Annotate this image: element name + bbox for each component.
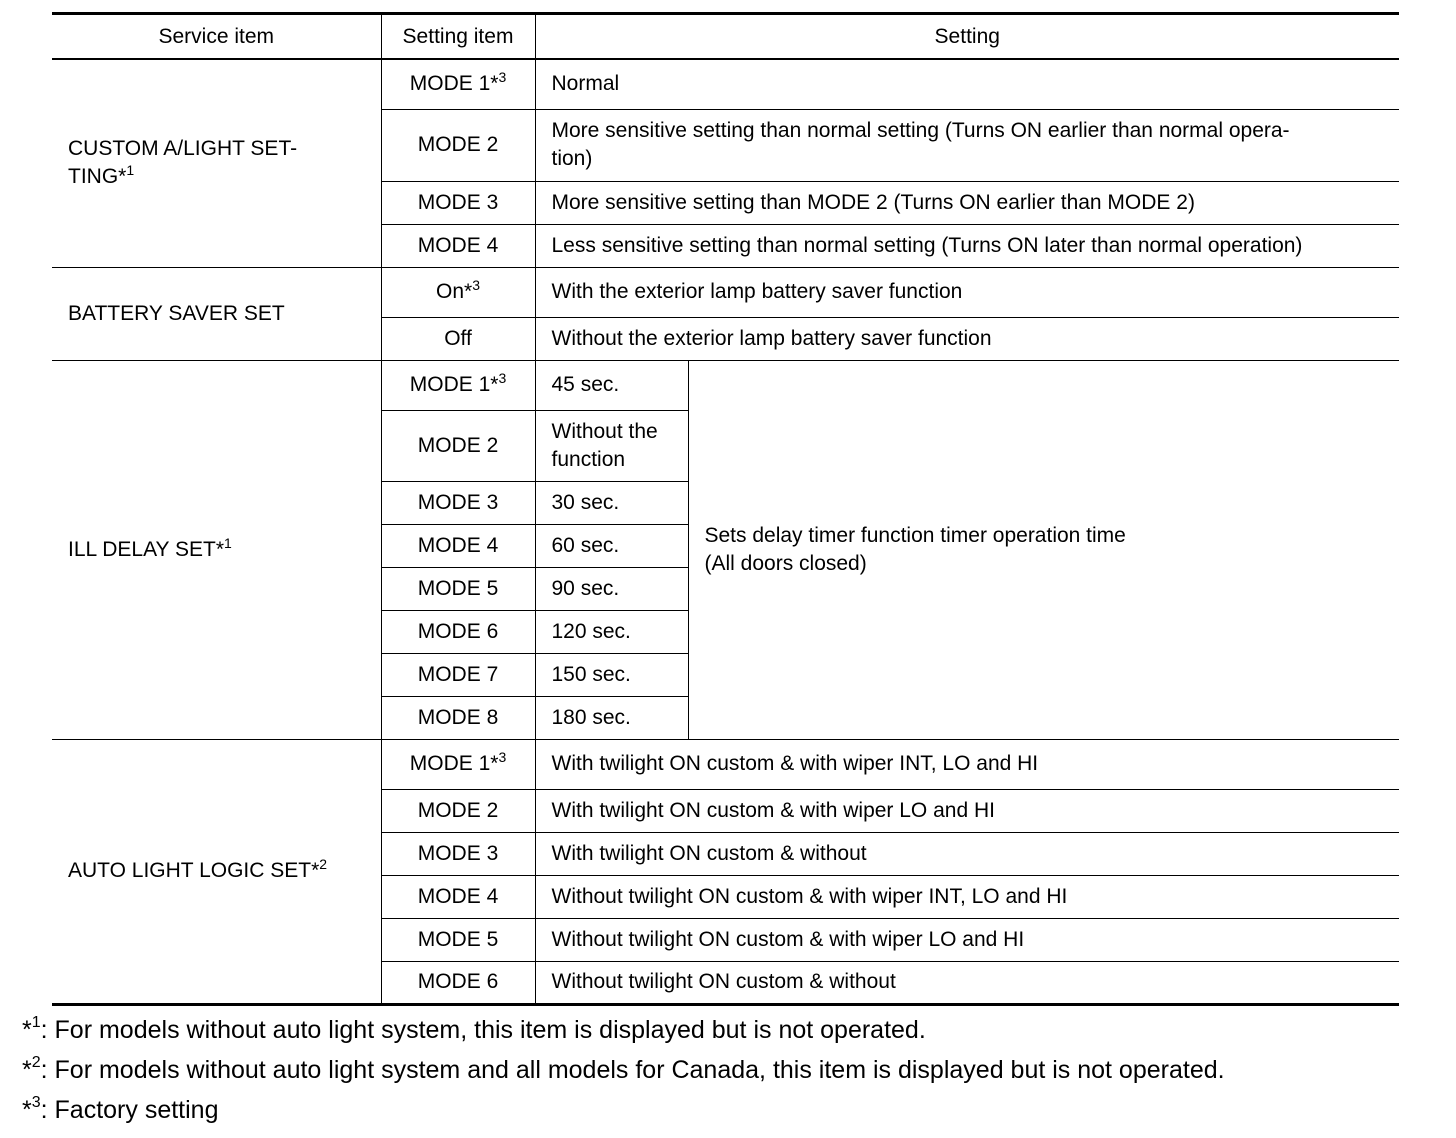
setting-value: With the exterior lamp battery saver function [535,267,1399,317]
setting-item: MODE 5 [381,918,535,961]
setting-item: MODE 4 [381,875,535,918]
setting-value: Without twilight ON custom & without [535,961,1399,1004]
table-row [52,267,1399,317]
setting-value: With twilight ON custom & without [535,832,1399,875]
setting-value: Without twilight ON custom & with wiper INT, LO and HI [535,875,1399,918]
setting-value: With twilight ON custom & with wiper LO and HI [535,789,1399,832]
setting-item: MODE 5 [381,567,535,610]
delay-value: 30 sec. [535,481,688,524]
table-row [52,59,1399,109]
setting-item: MODE 2 [381,109,535,181]
delay-value: Without the function [535,410,688,481]
setting-value: Without twilight ON custom & with wiper LO and HI [535,918,1399,961]
setting-item: MODE 1*$^3$ [381,59,535,109]
header-setting-item: Setting item [381,14,535,60]
service-item-battery-saver: BATTERY SAVER SET [52,267,381,360]
setting-item: On*$^3$ [381,267,535,317]
delay-value: 45 sec. [535,360,688,410]
header-service-item: Service item [52,14,381,60]
service-item-custom-light: CUSTOM A/LIGHT SET- TING*$^1$ [52,59,381,267]
setting-value: Without the exterior lamp battery saver function [535,317,1399,360]
setting-item: MODE 6 [381,961,535,1004]
setting-item: MODE 7 [381,653,535,696]
setting-item: MODE 1*$^3$ [381,739,535,789]
service-item-auto-light-logic: AUTO LIGHT LOGIC SET*$^2$ [52,739,381,1004]
table-row [52,360,1399,410]
setting-item: MODE 3 [381,481,535,524]
footnote-3: *$^3$: Factory setting [22,1094,219,1124]
header-row [52,14,1399,60]
footnote-2: *$^2$: For models without auto light system and all models for Canada, this item is displayed but is not operated. [22,1054,1225,1084]
settings-table [52,12,1399,1006]
delay-description: Sets delay timer function timer operation time (All doors closed) [688,360,1399,739]
setting-item: MODE 3 [381,832,535,875]
setting-item: MODE 4 [381,524,535,567]
delay-value: 60 sec. [535,524,688,567]
setting-item: MODE 4 [381,224,535,267]
setting-item: MODE 6 [381,610,535,653]
table-row [52,739,1399,789]
setting-item: Off [381,317,535,360]
delay-value: 180 sec. [535,696,688,739]
setting-value: With twilight ON custom & with wiper INT, LO and HI [535,739,1399,789]
footnotes [22,1010,1225,1130]
header-setting: Setting [535,14,1399,60]
setting-item: MODE 2 [381,789,535,832]
footnote-1: *$^1$: For models without auto light system, this item is displayed but is not operated. [22,1014,926,1044]
setting-value: Normal [535,59,1399,109]
setting-value: More sensitive setting than normal setting (Turns ON earlier than normal opera- tion) [535,109,1399,181]
setting-item: MODE 2 [381,410,535,481]
delay-value: 150 sec. [535,653,688,696]
service-item-ill-delay: ILL DELAY SET*$^1$ [52,360,381,739]
setting-value: More sensitive setting than MODE 2 (Turns ON earlier than MODE 2) [535,181,1399,224]
setting-item: MODE 3 [381,181,535,224]
delay-value: 90 sec. [535,567,688,610]
delay-value: 120 sec. [535,610,688,653]
setting-item: MODE 1*$^3$ [381,360,535,410]
setting-value: Less sensitive setting than normal setting (Turns ON later than normal operation) [535,224,1399,267]
setting-item: MODE 8 [381,696,535,739]
